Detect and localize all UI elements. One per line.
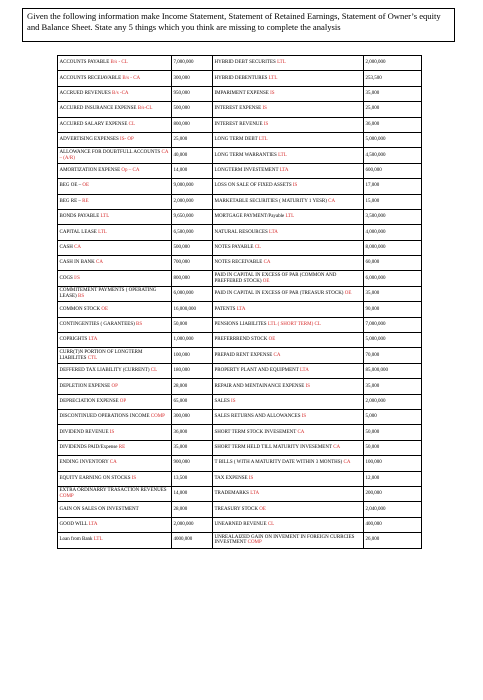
amount-cell: 300,000 [172, 71, 213, 86]
amount-cell: 100,000 [172, 348, 213, 363]
classification-tag: IS [301, 414, 307, 420]
table-row [58, 394, 422, 409]
classification-tag: LTL [93, 537, 103, 543]
amount-cell: 40,000 [172, 148, 213, 163]
amount-cell: 253,500 [364, 71, 422, 86]
account-name-cell-left [58, 102, 172, 117]
classification-tag: LTA [88, 522, 98, 528]
amount-cell: 200,000 [364, 486, 422, 501]
account-name-cell-left [58, 394, 172, 409]
account-name: HYBRID DEBT SECURITES [214, 60, 276, 66]
account-name-cell-right [213, 102, 364, 117]
classification-tag: OE [262, 278, 270, 284]
amount-cell: 5,000,000 [364, 333, 422, 348]
account-name: SHORT TERM HELD TILL MATURITY INVESEMENT [214, 445, 332, 451]
classification-tag: BS [136, 321, 143, 327]
account-name-cell-left [58, 456, 172, 471]
instructions-text: Given the following information make Income Statement, Statement of Retained Earnings, Statement of Owner’s equity and Balance Sheet. State any 5 things which you think are missing to complete the analysis [27, 11, 441, 32]
account-name: CONTINGENTIES ( GARANTEES) [59, 321, 135, 327]
account-name: SALES RETURNS AND ALLOWANCES [214, 414, 301, 420]
classification-tag: CL [254, 244, 262, 250]
classification-tag: RE [82, 198, 89, 204]
amount-cell: 2,040,000 [364, 502, 422, 517]
table-row [58, 517, 422, 532]
account-name: IMPARIMENT EXPENSE [214, 91, 269, 97]
account-name-cell-left [58, 533, 172, 548]
account-name: ENDING INVENTORY [59, 460, 109, 466]
account-name: UNEARNED REVENUE [214, 522, 267, 528]
account-name-cell-left [58, 502, 172, 517]
table-row [58, 102, 422, 117]
account-name: LONG TERM WARRANTIES [214, 152, 277, 158]
amount-cell: 50,000 [364, 425, 422, 440]
table-row [58, 271, 422, 286]
account-name-cell-right [213, 409, 364, 424]
table-row [58, 56, 422, 71]
amount-cell: 8,000,000 [364, 240, 422, 255]
classification-tag: LTA [236, 306, 246, 312]
account-name-cell-right [213, 179, 364, 194]
account-name-cell-right [213, 117, 364, 132]
account-name-cell-right [213, 132, 364, 147]
amount-cell: 12,000 [364, 471, 422, 486]
account-name: COMMITEMENT PAYMENTS ( OPERATING LEASE) [59, 288, 157, 300]
table-row [58, 302, 422, 317]
account-name-cell-left [58, 56, 172, 71]
amount-cell: 800,000 [172, 117, 213, 132]
account-name-cell-right [213, 317, 364, 332]
account-name-cell-left [58, 333, 172, 348]
account-name-cell-right [213, 163, 364, 178]
account-name: BEG OE – [59, 183, 82, 189]
table-row [58, 71, 422, 86]
account-name-cell-left [58, 286, 172, 301]
amount-cell: 90,000 [364, 302, 422, 317]
classification-tag: OE [82, 183, 90, 189]
classification-tag: LTL [258, 137, 268, 143]
account-name-cell-right [213, 486, 364, 501]
account-name-cell-right [213, 148, 364, 163]
account-name-cell-right [213, 333, 364, 348]
account-name: COMMON STOCK [59, 306, 101, 312]
account-name: NATURAL RESOURCES [214, 229, 268, 235]
account-name: ALLOWANCE FOR DOUBTFULL ACCOUNTS [59, 149, 161, 155]
account-name-cell-left [58, 440, 172, 455]
account-name: CAPITAL LEASE [59, 229, 97, 235]
classification-tag: OE [344, 291, 352, 297]
amount-cell: 2,000,000 [172, 194, 213, 209]
amount-cell: 36,000 [364, 117, 422, 132]
table-row [58, 132, 422, 147]
amount-cell: 2,000,000 [364, 394, 422, 409]
amount-cell: 6,500,000 [172, 225, 213, 240]
amount-cell: 9,650,000 [172, 209, 213, 224]
account-name: T BILLS ( WITH A MATURITY DATE WITHIN 3 MONTHS) [214, 460, 343, 466]
account-name: CURR(T)N PORTION OF LONGTERM LIABILITES [59, 349, 143, 361]
classification-tag: CA [109, 460, 117, 466]
table-row [58, 533, 422, 548]
amount-cell: 7,000,000 [172, 56, 213, 71]
account-name-cell-left [58, 425, 172, 440]
amount-cell: 500,000 [172, 240, 213, 255]
classification-tag: IS [270, 91, 275, 97]
amount-cell: 25,000 [172, 132, 213, 147]
classification-tag: IS [131, 475, 137, 481]
account-name-cell-left [58, 163, 172, 178]
amount-cell: 600,000 [364, 163, 422, 178]
account-name: PREFERRREND STOCK [214, 337, 268, 343]
amount-cell: 16,000,000 [172, 302, 213, 317]
account-name-cell-right [213, 517, 364, 532]
classification-tag: CTL [87, 355, 98, 361]
account-name-cell-left [58, 317, 172, 332]
account-name-cell-left [58, 148, 172, 163]
classification-tag: IS [263, 121, 269, 127]
classification-tag: LTL [285, 214, 295, 220]
account-name-cell-left [58, 348, 172, 363]
table-row [58, 502, 422, 517]
classification-tag: OE [101, 306, 109, 312]
account-name: NOTES RECEIVABLE [214, 260, 263, 266]
account-name: BONDS PAYABLE [59, 214, 100, 220]
amount-cell: 6,000,000 [172, 286, 213, 301]
account-name: PAID IN CAPITAL IN EXCESS OF PAR (COMMON AND PREFFERED STOCK) [214, 272, 337, 284]
classification-tag: Op – CA [121, 168, 140, 174]
account-name-cell-right [213, 533, 364, 548]
account-name: ACCURED SALARY EXPENSE [59, 121, 128, 127]
classification-tag: LTL [98, 229, 107, 235]
table-row [58, 163, 422, 178]
account-name: DEPRECIATION EXPENSE [59, 398, 119, 404]
account-name: NOTES PAYABLE [214, 244, 254, 250]
amount-cell: 4000,000 [172, 533, 213, 548]
classification-tag: CA [297, 429, 305, 435]
account-name: BEG RE – [59, 198, 81, 204]
account-name: ACCOUNTS RECEIAVABLE [59, 75, 122, 81]
amount-cell: 180,000 [172, 363, 213, 378]
classification-tag: CA [263, 260, 271, 266]
table-row [58, 456, 422, 471]
amount-cell: 4,000,000 [364, 225, 422, 240]
amount-cell: 7,000,000 [364, 317, 422, 332]
account-name-cell-left [58, 256, 172, 271]
account-name-cell-right [213, 425, 364, 440]
amount-cell: 25,000 [364, 102, 422, 117]
account-name-cell-left [58, 240, 172, 255]
account-name: UNREALAIZED GAIN ON INVEMENT IN FOREIGN CURRCIES INVESTMENT [214, 534, 355, 546]
amount-cell: 50,000 [364, 440, 422, 455]
amount-cell: 950,000 [172, 86, 213, 101]
amount-cell: 700,000 [172, 256, 213, 271]
account-name: DIVIDEND REVENUE [59, 429, 109, 435]
amount-cell: 800,000 [172, 271, 213, 286]
amount-cell: 1,000,000 [172, 333, 213, 348]
amount-cell: 15,000 [364, 194, 422, 209]
account-name: LOSS ON SALE OF FIXED ASSETS [214, 183, 292, 189]
amount-cell: 35,000 [172, 440, 213, 455]
amount-cell: 13,500 [172, 471, 213, 486]
account-name-cell-left [58, 179, 172, 194]
classification-tag: CA [333, 445, 341, 451]
amount-cell: 14,000 [172, 486, 213, 501]
classification-tag: OP [111, 383, 118, 389]
classification-tag: LTA [250, 491, 260, 497]
table-row [58, 317, 422, 332]
account-name-cell-left [58, 225, 172, 240]
classification-tag: IS- OP [120, 137, 134, 143]
account-name-cell-right [213, 209, 364, 224]
table-row [58, 333, 422, 348]
account-name: PROPERTY PLANT AND EQUIPMENT [214, 368, 299, 374]
classification-tag: CA – (A/R) [59, 149, 169, 161]
classification-tag: BS [77, 294, 85, 300]
amount-cell: 2,000,000 [172, 517, 213, 532]
account-name: PAID IN CAPITAL IN EXCESS OF PAR (TREASUR STOCK) [214, 291, 344, 297]
amount-cell: 3,500,000 [364, 209, 422, 224]
classification-tag: IS [305, 383, 311, 389]
account-name: MORTGAGE PAYMENT/Payable [214, 214, 285, 220]
table-row [58, 286, 422, 301]
account-name: TAX EXPENSE [214, 475, 248, 481]
classification-tag: RE [118, 445, 126, 451]
table-row [58, 348, 422, 363]
account-name: SALES [214, 398, 230, 404]
amount-cell: 50,000 [172, 317, 213, 332]
amount-cell: 70,000 [364, 348, 422, 363]
table-row [58, 256, 422, 271]
account-name: GAIN ON SALES ON INVESTMENT [59, 506, 139, 512]
account-name-cell-left [58, 302, 172, 317]
account-name: COGS [59, 275, 73, 281]
classification-tag: I/S [74, 275, 80, 281]
account-name-cell-right [213, 71, 364, 86]
account-name: COPRIGHTS [59, 337, 88, 343]
table-row [58, 425, 422, 440]
classification-tag: LTL [277, 60, 286, 66]
account-name: CASH [59, 244, 73, 250]
classification-tag: LTA [279, 168, 289, 174]
classification-tag: LTL ( SHORT TERM) CL [267, 321, 321, 327]
account-name: EQUITY EARNING ON STOCKS [59, 475, 131, 481]
classification-tag: IS [231, 398, 236, 404]
classification-tag: CL [267, 522, 275, 528]
account-name-cell-right [213, 502, 364, 517]
table-row [58, 379, 422, 394]
account-name: REPAIR AND MENTAINANCE EXPENSE [214, 383, 305, 389]
account-name: PREPAID RENT EXPENSE [214, 352, 273, 358]
account-name-cell-right [213, 240, 364, 255]
amount-cell: 5,000 [364, 409, 422, 424]
account-name-cell-left [58, 209, 172, 224]
amount-cell: 65,000 [172, 394, 213, 409]
classification-tag: COMP [247, 540, 262, 546]
account-name-cell-right [213, 394, 364, 409]
amount-cell: 9,000,000 [172, 179, 213, 194]
table-row [58, 486, 422, 501]
account-name: PENSIONS LIABILITES [214, 321, 267, 327]
amount-cell: 35,000 [364, 86, 422, 101]
accounts-table [57, 55, 422, 549]
account-name: SHORT TERM STOCK INVESEMENT [214, 429, 297, 435]
account-name: LONGTERM INVESTEMENT [214, 168, 279, 174]
account-name-cell-left [58, 271, 172, 286]
account-name: EXTRA ORDINARRY TRASACTION REVENUES [59, 488, 167, 494]
classification-tag: COMP [150, 414, 165, 420]
classification-tag: IS [262, 106, 267, 112]
account-name-cell-left [58, 409, 172, 424]
amount-cell: 500,000 [172, 102, 213, 117]
amount-cell: 14,000 [172, 163, 213, 178]
account-name: CASH IN BANK [59, 260, 95, 266]
amount-cell: 26,000 [364, 533, 422, 548]
classification-tag: LTA [269, 229, 278, 235]
account-name-cell-left [58, 517, 172, 532]
amount-cell: 28,000 [172, 379, 213, 394]
classification-tag: B/s -CA [112, 91, 129, 97]
account-name: DEFFERED TAX LIABILITY (CURRENT) [59, 368, 150, 374]
classification-tag: CA [328, 198, 336, 204]
amount-cell: 2,000,000 [364, 56, 422, 71]
classification-tag: LTL [278, 152, 287, 158]
table-row [58, 409, 422, 424]
account-name: ACCURED INSURANCE EXPENSE [59, 106, 137, 112]
classification-tag: IS [109, 429, 115, 435]
amount-cell: 35,000 [364, 286, 422, 301]
amount-cell: 60,000 [364, 256, 422, 271]
classification-tag: OP [119, 398, 127, 404]
instructions-box [22, 8, 455, 42]
account-name-cell-left [58, 86, 172, 101]
amount-cell: 300,000 [172, 409, 213, 424]
amount-cell: 35,000 [364, 379, 422, 394]
account-name-cell-right [213, 348, 364, 363]
account-name-cell-right [213, 471, 364, 486]
table-row [58, 117, 422, 132]
account-name-cell-right [213, 379, 364, 394]
account-name-cell-right [213, 456, 364, 471]
amount-cell: 900,000 [172, 456, 213, 471]
account-name: Loan from Bank [59, 537, 93, 543]
account-name-cell-left [58, 471, 172, 486]
amount-cell: 4,500,000 [364, 148, 422, 163]
account-name-cell-left [58, 379, 172, 394]
classification-tag: CL [150, 368, 158, 374]
classification-tag: IS [292, 183, 298, 189]
classification-tag: CA [96, 260, 103, 266]
amount-cell: 85,000,000 [364, 363, 422, 378]
account-name-cell-left [58, 363, 172, 378]
table-row [58, 179, 422, 194]
account-name-cell-right [213, 286, 364, 301]
table-row [58, 148, 422, 163]
account-name-cell-left [58, 117, 172, 132]
account-name: ACCRUED REVENUES [59, 91, 111, 97]
account-name-cell-right [213, 256, 364, 271]
classification-tag: CA [273, 352, 281, 358]
classification-tag: LTA [88, 337, 98, 343]
account-name-cell-right [213, 194, 364, 209]
table-row [58, 209, 422, 224]
account-name-cell-right [213, 86, 364, 101]
account-name: INTEREST EXPENSE [214, 106, 262, 112]
table-row [58, 225, 422, 240]
table-row [58, 240, 422, 255]
account-name: TREASURY STOCK [214, 506, 258, 512]
account-name: AMORTIZATION EXPENSE [59, 168, 121, 174]
table-row [58, 86, 422, 101]
classification-tag: CL [128, 121, 136, 127]
classification-tag: CA [74, 244, 82, 250]
account-name: PATENTS [214, 306, 236, 312]
account-name: GOOD WILL [59, 522, 88, 528]
classification-tag: B/s - CL [110, 60, 128, 66]
amount-cell: 28,000 [172, 502, 213, 517]
account-name-cell-right [213, 56, 364, 71]
account-name: INTEREST REVENUE [214, 121, 263, 127]
account-name-cell-left [58, 71, 172, 86]
classification-tag: COMP [59, 494, 74, 500]
amount-cell: 100,000 [364, 456, 422, 471]
classification-tag: CA [343, 460, 351, 466]
table-row [58, 194, 422, 209]
classification-tag: IS [248, 475, 254, 481]
classification-tag: LTL [100, 214, 110, 220]
account-name-cell-right [213, 302, 364, 317]
table-row [58, 471, 422, 486]
account-name: ACCOUNTS PAYABLE [59, 60, 110, 66]
account-name: DISCONTINUED OPERATIONS INCOME [59, 414, 150, 420]
account-name: TRADEMARKS [214, 491, 249, 497]
account-name: MARKETABLE SECURITIES ( MATURITY 1 YESR) [214, 198, 327, 204]
table-row [58, 363, 422, 378]
account-name-cell-right [213, 440, 364, 455]
classification-tag: OE [259, 506, 266, 512]
account-name-cell-left [58, 132, 172, 147]
classification-tag: B/s - CA [122, 75, 141, 81]
classification-tag: LTL [268, 75, 278, 81]
account-name: ADVERTISING EXPENSES [59, 137, 119, 143]
classification-tag: OE [268, 337, 276, 343]
amount-cell: 400,000 [364, 517, 422, 532]
classification-tag: LTA [299, 368, 309, 374]
amount-cell: 5,000,000 [364, 132, 422, 147]
account-name-cell-right [213, 225, 364, 240]
account-name: DEPLETION EXPENSE [59, 383, 111, 389]
account-name-cell-right [213, 271, 364, 286]
account-name-cell-left [58, 486, 172, 501]
account-name: LONG TERM DEBT [214, 137, 258, 143]
account-name-cell-left [58, 194, 172, 209]
amount-cell: 6,000,000 [364, 271, 422, 286]
account-name: DIVIDENDS PAID/Expense [59, 445, 118, 451]
table-row [58, 440, 422, 455]
account-name: HYBRID DEBENTURES [214, 75, 268, 81]
classification-tag: B/s-CL [137, 106, 153, 112]
account-name-cell-right [213, 363, 364, 378]
amount-cell: 17,000 [364, 179, 422, 194]
amount-cell: 36,000 [172, 425, 213, 440]
